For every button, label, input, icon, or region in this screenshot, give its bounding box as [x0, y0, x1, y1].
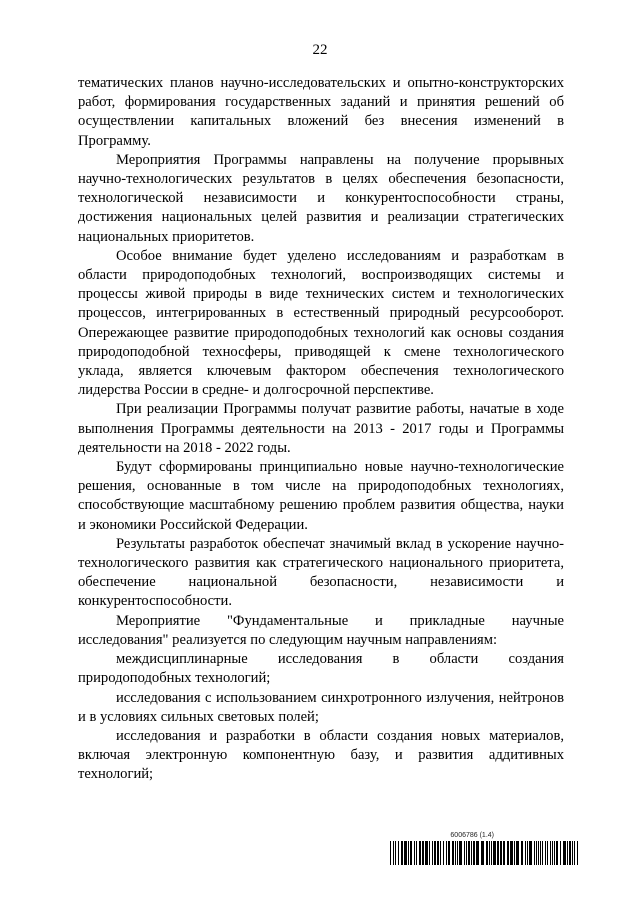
list-item: исследования с использованием синхротронного излучения, нейтронов и в условиях сильных световых полей; — [78, 689, 564, 725]
paragraph: Особое внимание будет уделено исследованиям и разработкам в области природоподобных технологий, воспроизводящих системы и процессы живой природы в виде технических систем и технологических процессов, интегрированных в естественный природный ресурсооборот. Опережающее развитие природоподобных технологий как основы создания природоподобной техносферы, приводящей к смене технологического уклада, является ключевым фактором обеспечения технологического лидерства России в средне- и долгосрочной перспективе. — [78, 247, 564, 399]
barcode-image — [390, 841, 580, 865]
list-item: исследования и разработки в области создания новых материалов, включая электронную компонентную базу, и развития аддитивных технологий; — [78, 727, 564, 783]
paragraph: Результаты разработок обеспечат значимый вклад в ускорение научно-технологического развития как стратегического национального приоритета, обеспечение национальной безопасности, независимости и конкурентоспособности. — [78, 535, 564, 610]
document-footer — [390, 832, 580, 865]
page-number: 22 — [312, 42, 328, 58]
paragraph-continuation: тематических планов научно-исследовательских и опытно-конструкторских работ, формирования государственных заданий и принятия решений об осуществлении капитальных вложений без внесения изменений в Программу. — [78, 75, 564, 149]
body-text — [78, 74, 564, 785]
paragraph: При реализации Программы получат развитие работы, начатые в ходе выполнения Программы деятельности на 2013 - 2017 годы и Программы деятельности на 2018 - 2022 годы. — [78, 401, 564, 456]
paragraph: Мероприятия Программы направлены на получение прорывных научно-технологических результатов в целях обеспечения безопасности, технологической независимости и конкурентоспособности страны, достижения национальных целей развития и реализации стратегических национальных приоритетов. — [78, 151, 564, 245]
paragraph: Будут сформированы принципиально новые научно-технологические решения, основанные в том числе на природоподобных технологиях, способствующие масштабному решению проблем развития общества, науки и экономики Российской Федерации. — [78, 459, 564, 533]
list-item: междисциплинарные исследования в области создания природоподобных технологий; — [78, 651, 564, 687]
document-code: 6006786 (1.4) — [450, 832, 494, 839]
paragraph: Мероприятие "Фундаментальные и прикладные научные исследования" реализуется по следующим научным направлениям: — [78, 612, 564, 648]
